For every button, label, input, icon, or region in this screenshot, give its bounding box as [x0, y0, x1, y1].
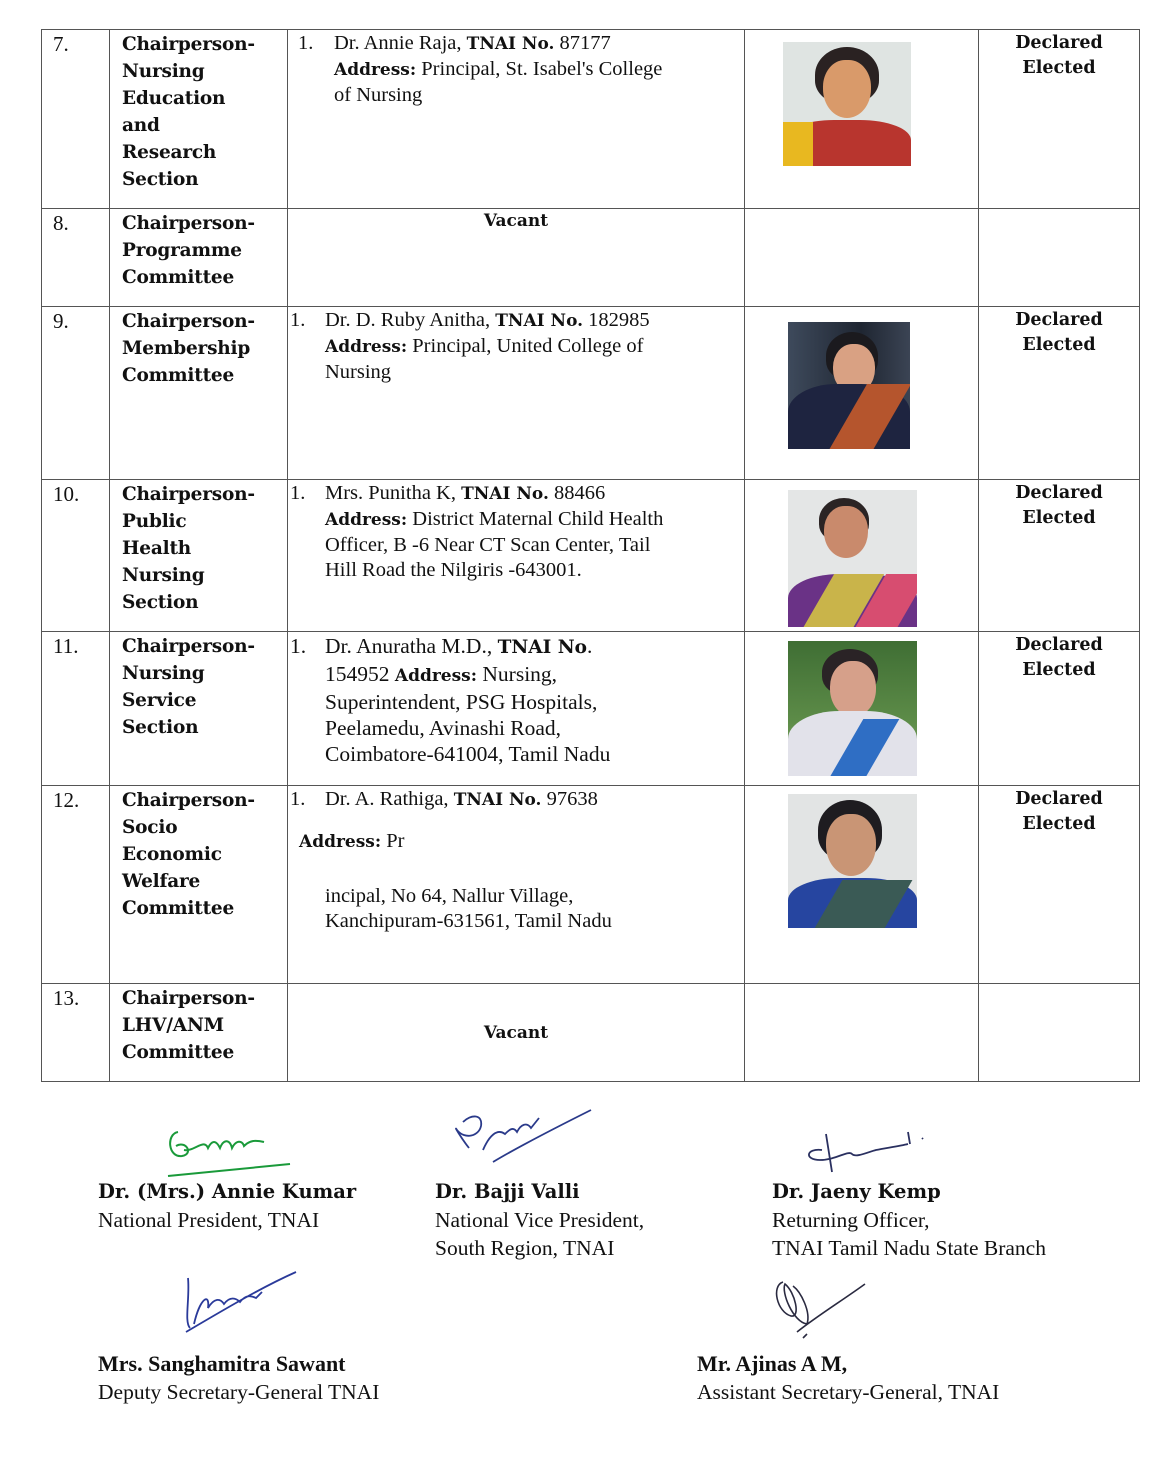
- post-title: Chairperson- Socio Economic Welfare Committee: [122, 790, 255, 919]
- signature-icon: [180, 1268, 300, 1336]
- serial-number: 9.: [53, 309, 69, 333]
- signatory-role: South Region, TNAI: [435, 1236, 615, 1260]
- tnai-number: 88466: [553, 482, 606, 504]
- candidate-details: 1. Mrs. Punitha K, TNAI No. 88466 Address: District Maternal Child Health Officer, B -6 Near CT Scan Center, Tail Hill Road the Nilgiris -643001.: [290, 482, 664, 581]
- signatory-role: Returning Officer,: [772, 1208, 930, 1232]
- table-row: [42, 30, 1140, 209]
- signatory-role: Deputy Secretary-General TNAI: [98, 1380, 380, 1404]
- candidate-name: Dr. A. Rathiga,: [325, 788, 449, 810]
- candidate-name: Dr. Anuratha M.D.,: [325, 634, 493, 658]
- post-title: Chairperson- Nursing Service Section: [122, 636, 255, 738]
- signatory-role: National Vice President,: [435, 1208, 645, 1232]
- candidate-name: Dr. Annie Raja,: [334, 32, 462, 54]
- candidate-details: 1. Dr. Annie Raja, TNAI No. 87177 Address: Principal, St. Isabel's College of Nursing: [298, 32, 663, 106]
- signatory-name: Dr. Jaeny Kemp: [772, 1180, 941, 1203]
- tnai-number: 182985: [588, 309, 650, 331]
- signatory-name: Dr. (Mrs.) Annie Kumar: [98, 1180, 357, 1203]
- signature-icon: [453, 1104, 593, 1170]
- status-badge: Declared Elected: [1015, 789, 1103, 834]
- table-row: [42, 786, 1140, 984]
- signatory-deputy-secretary-general: [98, 1266, 498, 1406]
- candidate-photo: [788, 490, 917, 627]
- candidate-details: 1. Dr. Anuratha M.D., TNAI No. 154952 Address: Nursing, Superintendent, PSG Hospitals, Peelamedu, Avinashi Road, Coimbatore-641004, Tamil Nadu: [290, 634, 611, 766]
- post-title: Chairperson- Programme Committee: [122, 213, 255, 288]
- serial-number: 13.: [53, 986, 80, 1010]
- signatory-national-president: [98, 1110, 398, 1234]
- tnai-number: 97638: [546, 788, 598, 810]
- signatory-name: Mrs. Sanghamitra Sawant: [98, 1351, 346, 1376]
- post-title: Chairperson- Public Health Nursing Section: [122, 484, 255, 613]
- candidate-photo: [788, 322, 910, 449]
- candidate-name: Mrs. Punitha K,: [325, 482, 456, 504]
- serial-number: 11.: [53, 634, 79, 658]
- signatory-role: Assistant Secretary-General, TNAI: [697, 1380, 1000, 1404]
- signatory-name: Dr. Bajji Valli: [435, 1180, 580, 1203]
- signatory-assistant-secretary-general: [697, 1266, 1117, 1406]
- signatory-role: TNAI Tamil Nadu State Branch: [772, 1236, 1046, 1260]
- serial-number: 12.: [53, 788, 80, 812]
- status-badge: Declared Elected: [1015, 33, 1103, 78]
- vacant-label: Vacant: [483, 211, 549, 231]
- election-results-table: [41, 29, 1140, 1082]
- status-badge: Declared Elected: [1015, 635, 1103, 680]
- candidate-photo: [788, 641, 917, 776]
- signatory-role: National President, TNAI: [98, 1208, 320, 1232]
- candidate-details: 1. Dr. D. Ruby Anitha, TNAI No. 182985 Address: Principal, United College of Nursing: [290, 309, 650, 383]
- signature-icon: [164, 1118, 304, 1180]
- table-row: [42, 307, 1140, 480]
- serial-number: 8.: [53, 211, 69, 235]
- tnai-number: 154952: [325, 662, 390, 686]
- serial-number: 7.: [53, 32, 69, 56]
- table-row: [42, 984, 1140, 1082]
- signatory-vice-president: [435, 1100, 745, 1262]
- signature-icon: [767, 1272, 877, 1352]
- post-title: Chairperson- LHV/ANM Committee: [122, 988, 255, 1063]
- vacant-label: Vacant: [483, 1022, 549, 1043]
- signatory-returning-officer: [772, 1120, 1152, 1262]
- serial-number: 10.: [53, 482, 80, 506]
- post-title: Chairperson- Nursing Education and Research Section: [122, 34, 255, 190]
- table-row: [42, 632, 1140, 786]
- signatory-name: Mr. Ajinas A M,: [697, 1351, 848, 1376]
- table-row: [42, 480, 1140, 632]
- post-title: Chairperson- Membership Committee: [122, 311, 255, 386]
- candidate-details: 1. Dr. A. Rathiga, TNAI No. 97638 Address: Pr incipal, No 64, Nallur Village, Kanchipuram-631561, Tamil Nadu: [290, 788, 612, 932]
- status-badge: Declared Elected: [1015, 483, 1103, 528]
- candidate-photo: [783, 42, 911, 166]
- table-row: [42, 209, 1140, 307]
- tnai-number: 87177: [559, 32, 611, 54]
- candidate-name: Dr. D. Ruby Anitha,: [325, 309, 491, 331]
- candidate-photo: [788, 794, 917, 928]
- signature-icon: [796, 1124, 946, 1176]
- status-badge: Declared Elected: [1015, 310, 1103, 355]
